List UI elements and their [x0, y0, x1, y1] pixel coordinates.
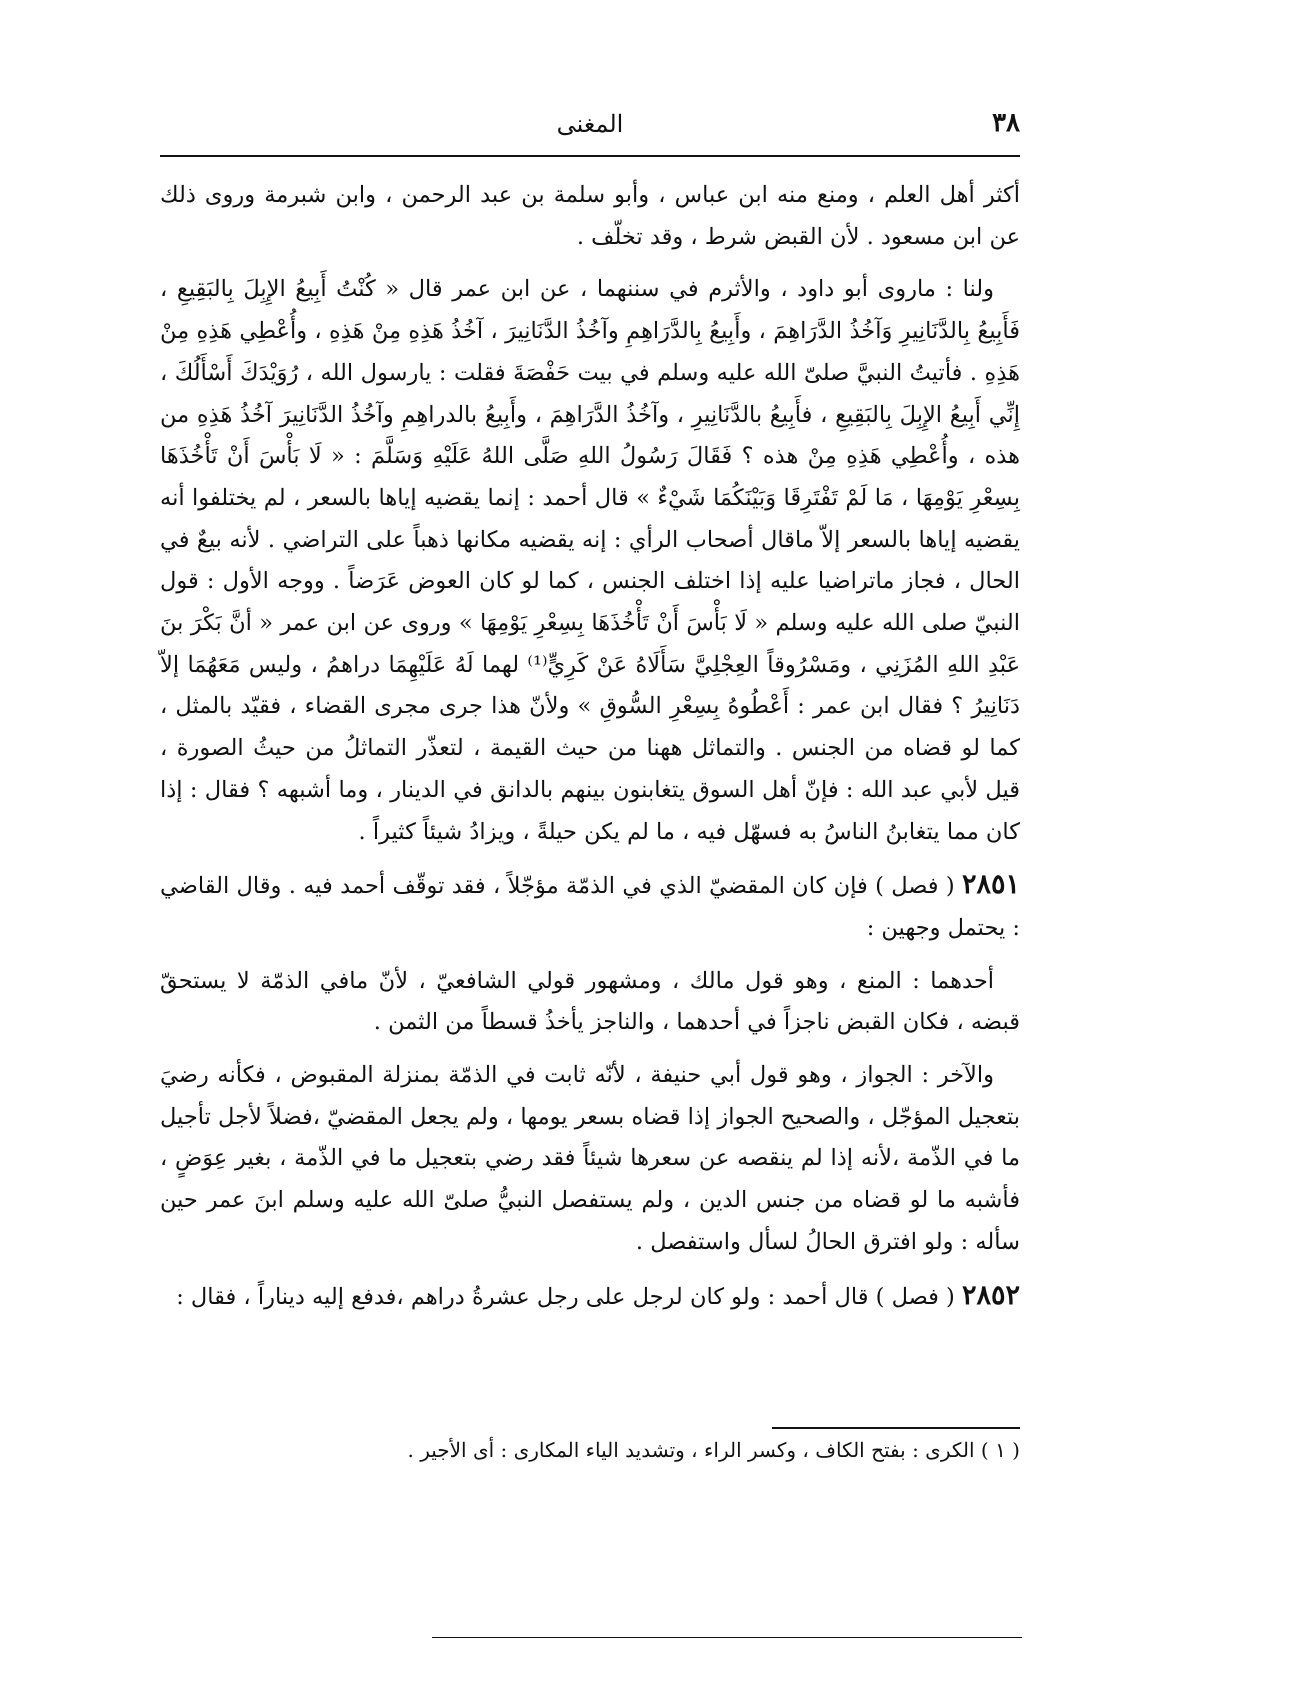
section-number: ٢٨٥١	[961, 869, 1020, 901]
section-number: ٢٨٥٢	[961, 1279, 1020, 1311]
section-2852	[160, 1275, 1020, 1319]
page-header	[160, 108, 1020, 148]
paragraph-first-view: أحدهما : المنع ، وهو قول مالك ، ومشهور قولي الشافعيّ ، لأنّ مافي الذمّة لا يستحقّ قبضه ، فكان القبض ناجزاً في أحدهما ، والناجز يأخذُ قسطاً من الثمن .	[160, 967, 1020, 1036]
footnote-rule	[772, 1427, 1020, 1429]
section-text: ( فصل ) قال أحمد : ولو كان لرجل على رجل عشرةُ دراهم ،فدفع إليه ديناراً ، فقال :	[176, 1283, 955, 1310]
footnote: ( ١ ) الكرى : بفتح الكاف ، وكسر الراء ، وتشديد الياء المكارى : أى الأجير .	[407, 1438, 1020, 1462]
running-title: المغنى	[556, 110, 624, 138]
header-rule	[160, 155, 1020, 157]
section-2851	[160, 864, 1020, 949]
bottom-rule	[432, 1637, 1022, 1638]
body-text	[160, 175, 1020, 1329]
section-text: ( فصل ) فإن كان المقضيّ الذي في الذمّة مؤجّلاً ، فقد توقّف أحمد فيه . وقال القاضي : يحتمل وجهين :	[160, 873, 1020, 941]
page-number: ٣٨	[992, 108, 1020, 138]
paragraph-second-view: والآخر : الجواز ، وهو قول أبي حنيفة ، لأنّه ثابت في الذمّة بمنزلة المقبوض ، فكأنه رضيَ بتعجيل المؤجّل ، والصحيح الجواز إذا قضاه بسعر يومها ، ولم يجعل المقضيّ ،فضلاً لأجل تأجيل ما في الذّمة ،لأنه إذا لم ينقصه عن سعرها شيئاً فقد رضي بتعجيل ما في الذّمة ، بغير عِوَضٍ ، فأشبه ما لو قضاه من جنس الدين ، ولم يستفصل النبيُّ صلىّ الله عليه وسلم ابنَ عمر حين سأله : ولو افترق الحالُ لسأل واستفصل .	[160, 1062, 1020, 1255]
paragraph-hadith: ولنا : ماروى أبو داود ، والأثرم في سننهما ، عن ابن عمر قال « كُنْتُ أَبِيعُ الإِبِلَ بِالبَقِيعِ ، فَأَبِيعُ بِالدَّنَانِيرِ وَآخُذُ الدَّرَاهِمَ ، وأَبِيعُ بِالدَّرَاهِمِ وآخُذُ الدَّنَانِيرَ ، آخُذُ هَذِهِ مِنْ هَذِهِ ، وأُعْطِي هَذِهِ مِنْ هَذِهِ . فأتيتُ النبيَّ صلىّ الله عليه وسلم في بيت حَفْصَةَ فقلت : يارسول الله ، رُوَيْدَكَ أَسْأَلُكَ ، إِنِّي أَبِيعُ الإِبِلَ بِالبَقِيعِ ، فأَبِيعُ بالدَّنَانِيرِ ، وآخُذُ الدَّرَاهِمَ ، وأَبِيعُ بالدراهِمِ وآخُذُ الدَّنَانِيرَ آخُذُ هَذِهِ من هذه ، وأُعْطِي هَذِهِ مِنْ هذه ؟ فَقَالَ رَسُولُ اللهِ صَلَّى اللهُ عَلَيْهِ وَسَلَّمَ : « لَا بَأْسَ أَنْ تَأْخُذَهَا بِسِعْرِ يَوْمِهَا ، مَا لَمْ تَفْتَرِقَا وَبَيْنَكُمَا شَيْءٌ » قال أحمد : إنما يقضيه إياها بالسعر ، لم يختلفوا أنه يقضيه إياها بالسعر إلاّ ماقال أصحاب الرأي : إنه يقضيه مكانها ذهباً على التراضي . لأنه بيعٌ في الحال ، فجاز ماتراضيا عليه إذا اختلف الجنس ، كما لو كان العوض عَرَضاً . ووجه الأول : قول النبيّ صلى الله عليه وسلم « لَا بَأْسَ أَنْ تَأْخُذَهَا بِسِعْرِ يَوْمِهَا » وروى عن ابن عمر « أنَّ بَكْرَ بنَ عَبْدِ اللهِ المُزَنِي ، ومَسْرُوقاً العِجْلِيَّ سَأَلَاهُ عَنْ كَرِيٍّ⁽¹⁾ لهما لَهُ عَلَيْهِمَا دراهمُ ، وليس مَعَهُمَا إلاّ دَنَانِيرُ ؟ فقال ابن عمر : أَعْطُوهُ بِسِعْرِ السُّوقِ » ولأنّ هذا جرى مجرى القضاء ، فقيّد بالمثل ، كما لو قضاه من الجنس . والتماثل ههنا من حيث القيمة ، لتعذّر التماثلُ من حيثُ الصورة ، قيل لأبي عبد الله : فإنّ أهل السوق يتغابنون بينهم بالدانق في الدينار ، وما أشبهه ؟ فقال : إذا كان مما يتغابنُ الناسُ به فسهّل فيه ، ما لم يكن حيلةً ، ويزادُ شيئاً كثيراً .	[160, 276, 1020, 845]
paragraph-continuation: أكثر أهل العلم ، ومنع منه ابن عباس ، وأبو سلمة بن عبد الرحمن ، وابن شبرمة وروى ذلك عن ابن مسعود . لأن القبض شرط ، وقد تخلّف .	[160, 182, 1020, 250]
